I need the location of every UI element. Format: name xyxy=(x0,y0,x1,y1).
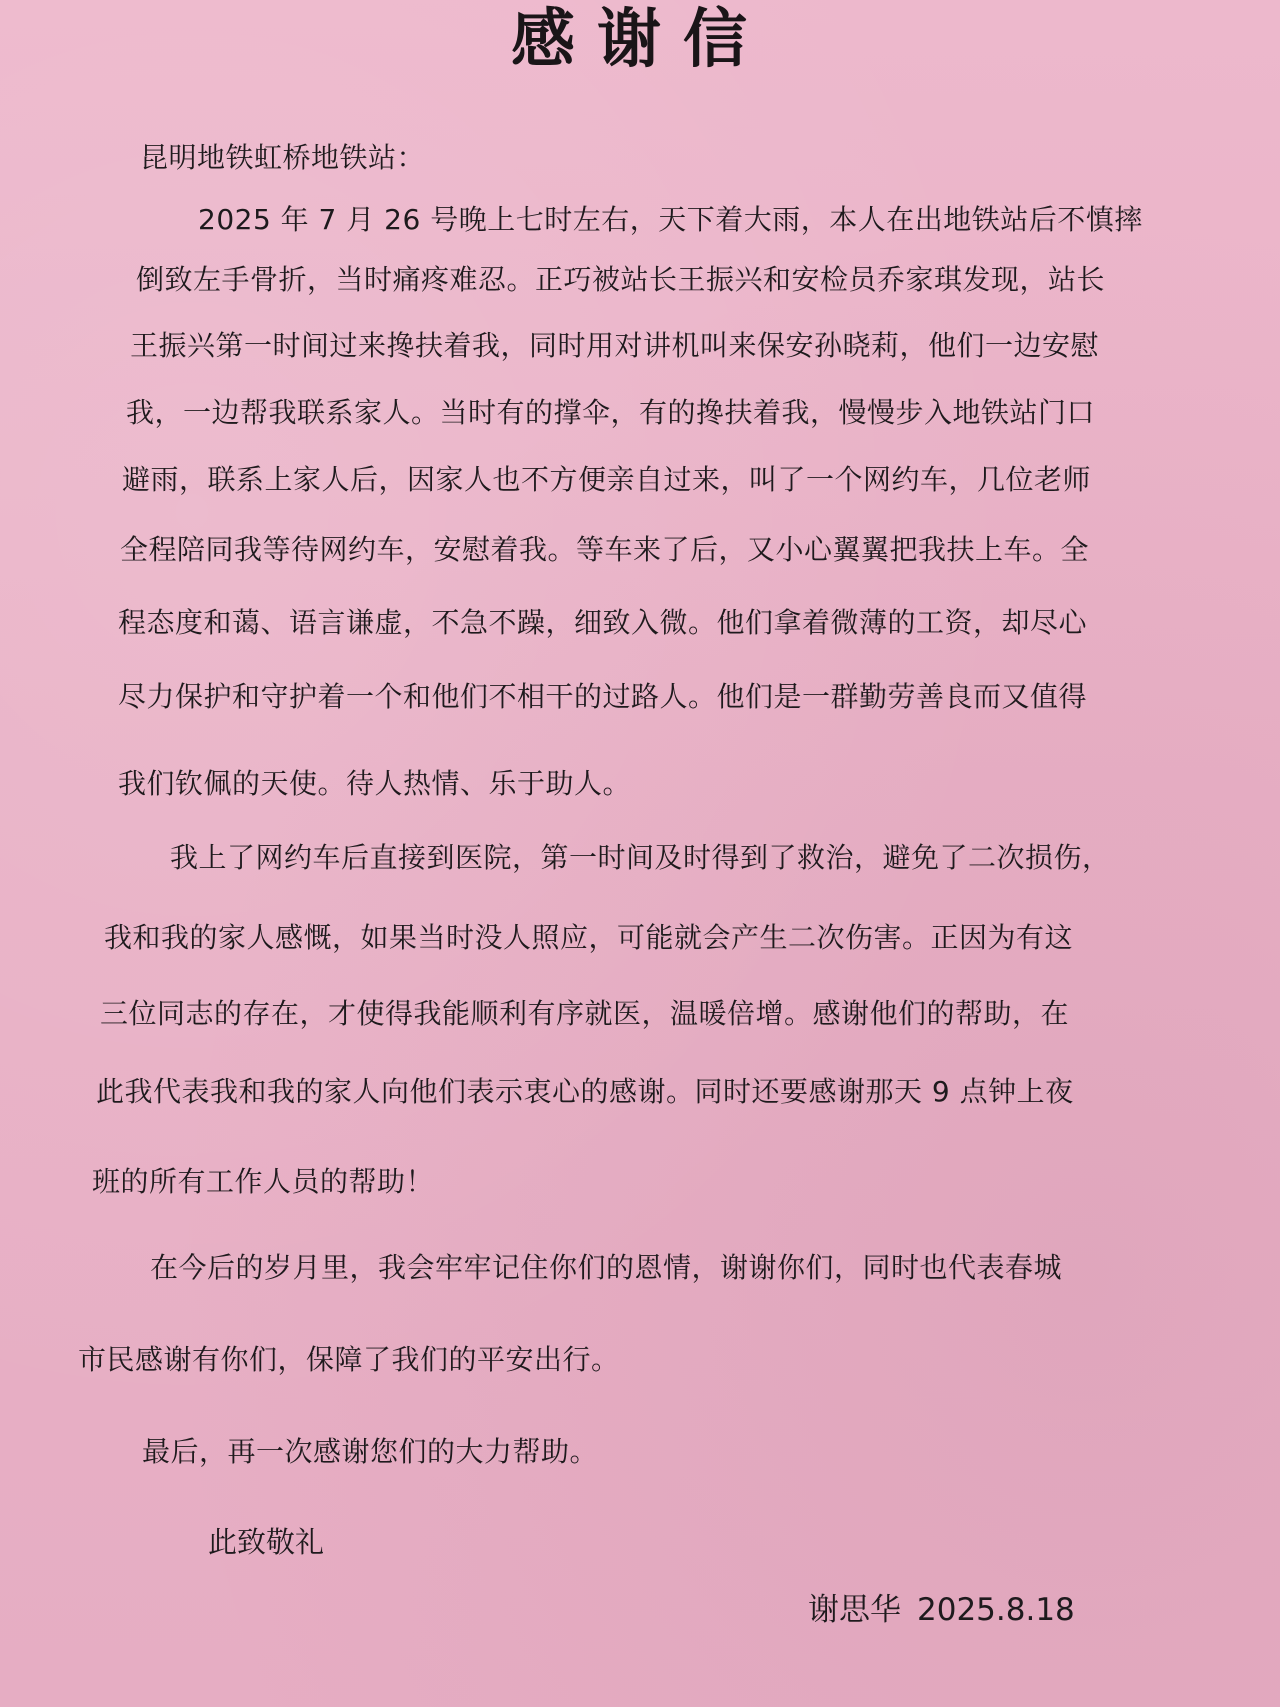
body-line-17: 最后，再一次感谢您们的大力帮助。 xyxy=(142,1435,599,1468)
body-line-4: 我，一边帮我联系家人。当时有的撑伞，有的搀扶着我，慢慢步入地铁站门口 xyxy=(126,396,1096,429)
body-line-10: 我上了网约车后直接到医院，第一时间及时得到了救治，避免了二次损伤， xyxy=(170,841,1111,874)
body-line-3: 王振兴第一时间过来搀扶着我，同时用对讲机叫来保安孙晓莉，他们一边安慰 xyxy=(130,329,1100,362)
body-line-12: 三位同志的存在，才使得我能顺利有序就医，温暖倍增。感谢他们的帮助，在 xyxy=(100,997,1070,1030)
signature-block xyxy=(808,1590,1075,1630)
body-line-11: 我和我的家人感慨，如果当时没人照应，可能就会产生二次伤害。正因为有这 xyxy=(104,921,1074,954)
signature-date: 2025.8.18 xyxy=(917,1592,1075,1628)
body-line-6: 全程陪同我等待网约车，安慰着我。等车来了后，又小心翼翼把我扶上车。全 xyxy=(120,533,1090,566)
body-line-16: 市民感谢有你们，保障了我们的平安出行。 xyxy=(78,1343,620,1376)
signature-name: 谢思华 xyxy=(808,1592,901,1628)
salutation: 昆明地铁虹桥地铁站： xyxy=(140,141,426,174)
closing-phrase: 此致敬礼 xyxy=(208,1525,325,1559)
body-line-15: 在今后的岁月里，我会牢牢记住你们的恩情，谢谢你们，同时也代表春城 xyxy=(150,1251,1063,1284)
body-line-7: 程态度和蔼、语言谦虚，不急不躁，细致入微。他们拿着微薄的工资，却尽心 xyxy=(118,606,1088,639)
body-line-9: 我们钦佩的天使。待人热情、乐于助人。 xyxy=(118,767,632,800)
body-line-14: 班的所有工作人员的帮助！ xyxy=(92,1165,435,1198)
body-line-8: 尽力保护和守护着一个和他们不相干的过路人。他们是一群勤劳善良而又值得 xyxy=(118,680,1088,713)
body-line-2: 倒致左手骨折，当时痛疼难忍。正巧被站长王振兴和安检员乔家琪发现，站长 xyxy=(136,263,1106,296)
body-line-5: 避雨，联系上家人后，因家人也不方便亲自过来，叫了一个网约车，几位老师 xyxy=(122,463,1092,496)
letter-title: 感谢信 xyxy=(511,3,769,77)
body-line-1: 2025 年 7 月 26 号晚上七时左右，天下着大雨，本人在出地铁站后不慎摔 xyxy=(198,203,1143,236)
body-line-13: 此我代表我和我的家人向他们表示衷心的感谢。同时还要感谢那天 9 点钟上夜 xyxy=(96,1075,1074,1108)
